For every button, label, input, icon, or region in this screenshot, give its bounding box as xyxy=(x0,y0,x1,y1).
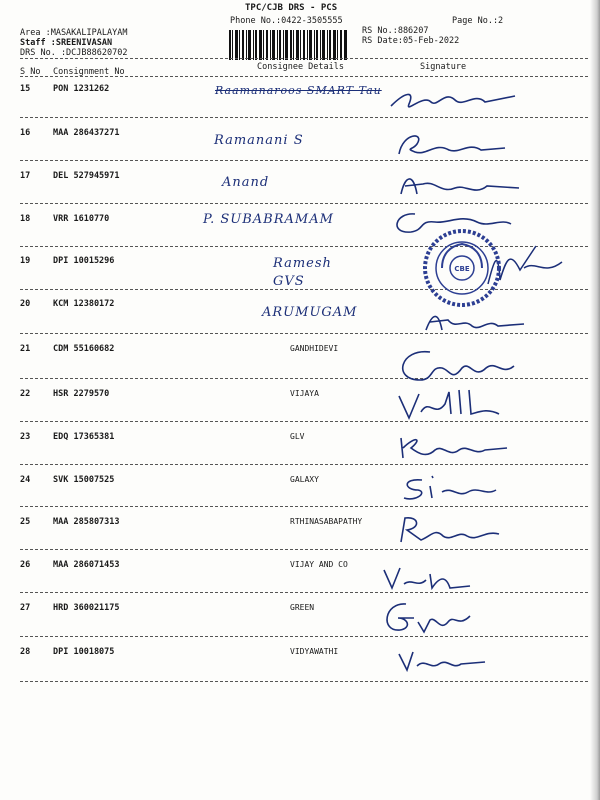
row-divider xyxy=(20,160,588,161)
signature-row-26 xyxy=(380,560,480,594)
signature-row-17 xyxy=(395,170,525,200)
row-sno: 23 xyxy=(20,432,31,442)
signature-row-28 xyxy=(395,646,495,676)
row-sno: 24 xyxy=(20,475,31,485)
col-sno: S No xyxy=(20,67,41,77)
row-consignment: HRD 360021175 xyxy=(53,603,120,613)
row-divider xyxy=(20,636,588,637)
table-row xyxy=(20,560,580,604)
row-sno: 15 xyxy=(20,84,31,94)
row-sno: 17 xyxy=(20,171,31,181)
row-consignment: CDM 55160682 xyxy=(53,344,115,354)
column-headers xyxy=(20,60,580,80)
rs-number: RS No.:886207 xyxy=(362,26,429,36)
col-signature: Signature xyxy=(420,62,467,72)
rs-date: RS Date:05-Feb-2022 xyxy=(362,36,460,46)
staff-line: Staff :SREENIVASAN xyxy=(20,38,113,48)
row-divider xyxy=(20,464,588,465)
handwritten-name: Ramanani S xyxy=(214,133,304,148)
row-divider xyxy=(20,592,588,593)
column-divider xyxy=(20,76,588,77)
row-sno: 16 xyxy=(20,128,31,138)
row-divider xyxy=(20,681,588,682)
row-consignee: VIJAY AND CO xyxy=(290,560,348,569)
drs-number: DRS No. :DCJB88620702 xyxy=(20,48,128,58)
row-consignment: MAA 286437271 xyxy=(53,128,120,138)
svg-text:CBE: CBE xyxy=(454,265,470,273)
row-consignee: GANDHIDEVI xyxy=(290,344,339,353)
col-consignment: Consignment No xyxy=(53,67,125,77)
row-sno: 27 xyxy=(20,603,31,613)
signature-row-25 xyxy=(395,512,515,546)
signature-row-27 xyxy=(378,598,488,638)
signature-row-22 xyxy=(395,384,515,424)
header-divider xyxy=(20,58,588,59)
signature-row-20 xyxy=(420,306,530,336)
row-sno: 18 xyxy=(20,214,31,224)
page-number: Page No.:2 xyxy=(452,16,504,26)
row-sno: 22 xyxy=(20,389,31,399)
row-consignment: DPI 10018075 xyxy=(53,647,115,657)
row-consignee: GLV xyxy=(290,432,305,441)
row-sno: 19 xyxy=(20,256,31,266)
signature-row-21 xyxy=(390,346,530,386)
row-consignment: DPI 10015296 xyxy=(53,256,115,266)
phone-number: Phone No.:0422-3505555 xyxy=(230,16,343,26)
company-stamp xyxy=(422,228,502,308)
row-consignment: HSR 2279570 xyxy=(53,389,110,399)
row-consignment: EDQ 17365381 xyxy=(53,432,115,442)
row-consignee: RTHINASABAPATHY xyxy=(290,517,363,526)
row-consignee: VIJAYA xyxy=(290,389,319,398)
document-title: TPC/CJB DRS - PCS xyxy=(245,3,338,13)
table-row xyxy=(20,603,580,647)
handwritten-name: Anand xyxy=(222,175,270,190)
row-sno: 25 xyxy=(20,517,31,527)
barcode xyxy=(229,30,347,60)
handwritten-name: Raamanaroos SMART Tau xyxy=(215,84,382,97)
row-consignment: DEL 527945971 xyxy=(53,171,120,181)
row-consignment: VRR 1610770 xyxy=(53,214,110,224)
row-consignment: SVK 15007525 xyxy=(53,475,115,485)
row-consignment: PON 1231262 xyxy=(53,84,110,94)
row-divider xyxy=(20,203,588,204)
handwritten-name: P. SUBABRAMAM xyxy=(203,212,334,227)
signature-row-24 xyxy=(398,472,518,506)
row-divider xyxy=(20,506,588,507)
row-sno: 20 xyxy=(20,299,31,309)
table-row xyxy=(20,647,580,691)
row-consignment: MAA 285807313 xyxy=(53,517,120,527)
row-consignment: MAA 286071453 xyxy=(53,560,120,570)
handwritten-name: Ramesh GVS xyxy=(273,256,332,289)
row-consignment: KCM 12380172 xyxy=(53,299,115,309)
row-sno: 28 xyxy=(20,647,31,657)
header-info-left xyxy=(20,28,127,58)
row-consignee: GREEN xyxy=(290,603,315,612)
row-sno: 26 xyxy=(20,560,31,570)
row-consignee: GALAXY xyxy=(290,475,319,484)
handwritten-name: ARUMUGAM xyxy=(262,305,358,320)
row-divider xyxy=(20,549,588,550)
col-consignee: Consignee Details xyxy=(257,62,344,72)
row-consignee: VIDYAWATHI xyxy=(290,647,339,656)
row-sno: 21 xyxy=(20,344,31,354)
signature-row-15 xyxy=(385,84,525,118)
header-info-right xyxy=(362,26,459,46)
area-line: Area :MASAKALIPALAYAM xyxy=(20,28,128,38)
page-edge-shadow xyxy=(590,0,600,800)
signature-row-16 xyxy=(395,128,515,158)
signature-row-23 xyxy=(395,428,515,462)
